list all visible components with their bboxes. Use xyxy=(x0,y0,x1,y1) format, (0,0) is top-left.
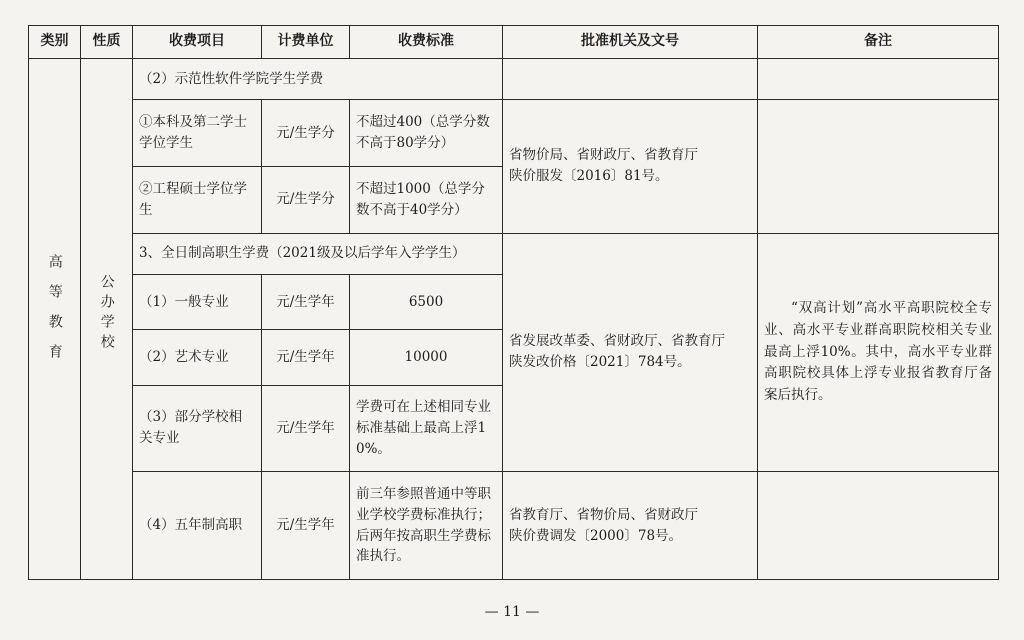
header-approval: 批准机关及文号 xyxy=(503,26,758,59)
table-row xyxy=(29,59,999,100)
fee-table xyxy=(28,25,999,580)
empty-cell xyxy=(758,59,999,100)
item-cell: ②工程硕士学位学生 xyxy=(133,166,262,233)
category-cell xyxy=(29,59,81,580)
header-row xyxy=(29,26,999,59)
standard-cell: 前三年参照普通中等职业学校学费标准执行；后两年按高职生学费标准执行。 xyxy=(350,472,503,580)
remark-cell xyxy=(758,100,999,234)
unit-cell: 元/生学年 xyxy=(262,274,350,329)
approval-cell: 省发展改革委、省财政厅、省教育厅 陕发改价格〔2021〕784号。 xyxy=(503,233,758,471)
unit-cell: 元/生学分 xyxy=(262,100,350,167)
page-number: — 11 — xyxy=(484,604,540,620)
nature-cell xyxy=(81,59,133,580)
unit-cell: 元/生学年 xyxy=(262,472,350,580)
approval-cell: 省教育厅、省物价局、省财政厅 陕价费调发〔2000〕78号。 xyxy=(503,472,758,580)
unit-cell: 元/生学年 xyxy=(262,330,350,385)
standard-cell: 6500 xyxy=(350,274,503,329)
header-standard: 收费标准 xyxy=(350,26,503,59)
remark-cell xyxy=(758,472,999,580)
section-2-title: （2）示范性软件学院学生学费 xyxy=(133,59,503,100)
header-category: 类别 xyxy=(29,26,81,59)
item-cell: （2）艺术专业 xyxy=(133,330,262,385)
standard-cell: 不超过400（总学分数不高于80学分） xyxy=(350,100,503,167)
empty-cell xyxy=(503,59,758,100)
standard-cell: 学费可在上述相同专业标准基础上最高上浮10%。 xyxy=(350,385,503,471)
header-nature: 性质 xyxy=(81,26,133,59)
standard-cell: 不超过1000（总学分数不高于40学分） xyxy=(350,166,503,233)
item-cell: （4）五年制高职 xyxy=(133,472,262,580)
table-row xyxy=(29,100,999,167)
section-3-title: 3、全日制高职生学费（2021级及以后学年入学学生） xyxy=(133,233,503,274)
nature-text: 公办学校 xyxy=(98,274,115,355)
item-cell: （1）一般专业 xyxy=(133,274,262,329)
header-unit: 计费单位 xyxy=(262,26,350,59)
item-cell: ①本科及第二学士学位学生 xyxy=(133,100,262,167)
approval-cell: 省物价局、省财政厅、省教育厅 陕价服发〔2016〕81号。 xyxy=(503,100,758,234)
unit-cell: 元/生学分 xyxy=(262,166,350,233)
table-row xyxy=(29,233,999,274)
remark-cell: “双高计划”高水平高职院校全专业、高水平专业群高职院校相关专业最高上浮10%。其中，高水平专业群高职院校具体上浮专业报省教育厅备案后执行。 xyxy=(758,233,999,471)
category-text: 高等教育 xyxy=(46,254,63,375)
item-cell: （3）部分学校相关专业 xyxy=(133,385,262,471)
unit-cell: 元/生学年 xyxy=(262,385,350,471)
table-row xyxy=(29,472,999,580)
header-item: 收费项目 xyxy=(133,26,262,59)
standard-cell: 10000 xyxy=(350,330,503,385)
header-remark: 备注 xyxy=(758,26,999,59)
